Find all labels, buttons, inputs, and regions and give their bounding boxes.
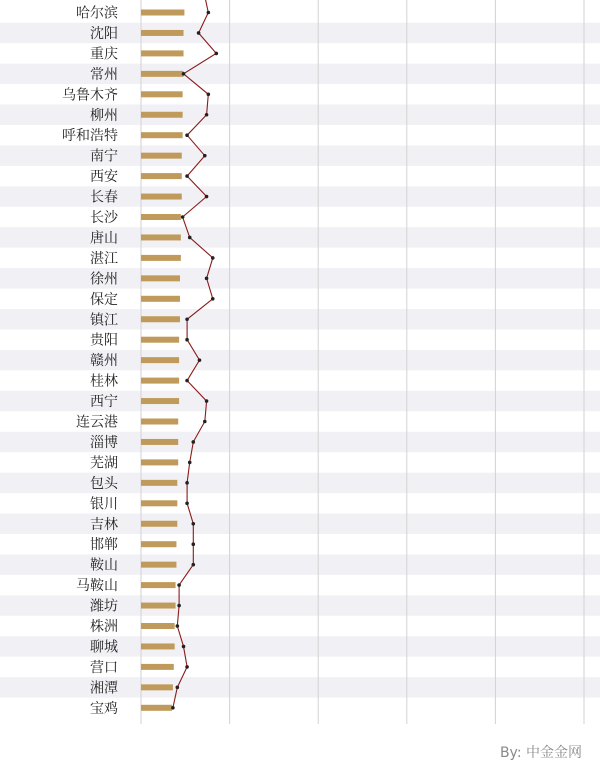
category-label: 湘潭 [90,680,118,697]
category-label: 邯郸 [90,537,118,554]
category-label: 常州 [90,66,118,83]
line-point [205,399,209,403]
category-label: 呼和浩特 [62,128,118,145]
category-label: 株洲 [90,619,118,635]
line-point [198,358,202,362]
bar [141,398,179,404]
bar [141,562,176,568]
bar [141,71,184,77]
category-label: 芜湖 [90,455,118,472]
line-point [171,706,175,710]
line-point [177,604,181,608]
bar [141,275,180,281]
bar [141,459,178,465]
bar [141,582,176,588]
line-point [211,256,215,260]
category-label: 长沙 [90,210,118,226]
line-point [185,502,189,506]
bar [141,10,184,16]
category-label: 湛江 [90,250,118,267]
bar [141,30,184,36]
line-point [181,215,185,219]
source-credit: By: 中金金网 [499,745,582,761]
bar [141,214,181,220]
bar [141,684,173,690]
bar [141,91,183,97]
line-point [211,297,215,301]
bar [141,194,182,200]
bar [141,439,178,445]
category-label: 银川 [90,496,118,513]
bar [141,234,181,240]
bar [141,255,181,261]
bar [141,337,179,343]
line-point [188,236,192,240]
line-point [205,195,209,199]
category-label: 潍坊 [90,598,118,615]
bar [141,664,174,670]
bar [141,296,180,302]
category-label: 贵阳 [90,332,118,349]
line-point [185,338,189,342]
line-point [215,52,219,56]
bar [141,480,177,486]
category-label: 连云港 [76,414,118,431]
line-point [177,583,181,587]
category-label: 镇江 [90,312,118,329]
bar [141,357,179,363]
category-label: 西安 [90,169,118,186]
category-label: 马鞍山 [76,578,118,595]
category-label: 桂林 [90,373,118,390]
bar [141,153,182,159]
bar [141,705,172,711]
bar [141,173,182,179]
line-point [191,542,195,546]
line-point [185,174,189,178]
bar [141,603,176,609]
line-point [203,420,207,424]
category-label: 保定 [90,291,118,308]
line-point [176,624,180,628]
category-label: 包头 [90,475,118,492]
category-label: 长春 [90,189,118,206]
line-point [207,93,211,97]
line-point [185,317,189,321]
line-point [191,440,195,444]
line-point [205,277,209,281]
bar [141,316,180,322]
line-point [182,72,186,76]
category-label: 唐山 [90,230,118,247]
category-label: 吉林 [90,516,118,533]
category-label: 哈尔滨 [76,5,118,22]
bar [141,132,183,138]
line-point [182,645,186,649]
line-point [176,686,180,690]
line-point [185,481,189,485]
bar [141,500,177,506]
category-label: 沈阳 [90,25,118,42]
line-point [197,31,201,35]
category-label: 宝鸡 [90,700,118,717]
category-label: 重庆 [90,46,118,63]
line-point [207,11,211,15]
category-label: 徐州 [90,271,118,288]
category-label: 乌鲁木齐 [62,87,118,104]
category-label: 柳州 [90,107,118,124]
bar [141,378,179,384]
line-point [205,113,209,117]
bar [141,521,177,527]
bar [141,112,183,118]
line-point [185,665,189,669]
category-label: 鞍山 [90,557,118,574]
category-label: 聊城 [90,639,118,656]
category-label: 淄博 [90,434,118,451]
line-point [191,522,195,526]
line-point [191,563,195,567]
category-label: 赣州 [90,353,118,370]
bar [141,541,176,547]
line-point [203,154,207,158]
category-label: 西宁 [90,394,118,411]
bar [141,643,175,649]
line-point [185,133,189,137]
line-point [188,461,192,465]
bar [141,623,175,629]
category-label: 南宁 [90,148,118,165]
line-point [185,379,189,383]
bar [141,419,178,425]
bar [141,50,184,56]
category-label: 营口 [90,659,118,676]
